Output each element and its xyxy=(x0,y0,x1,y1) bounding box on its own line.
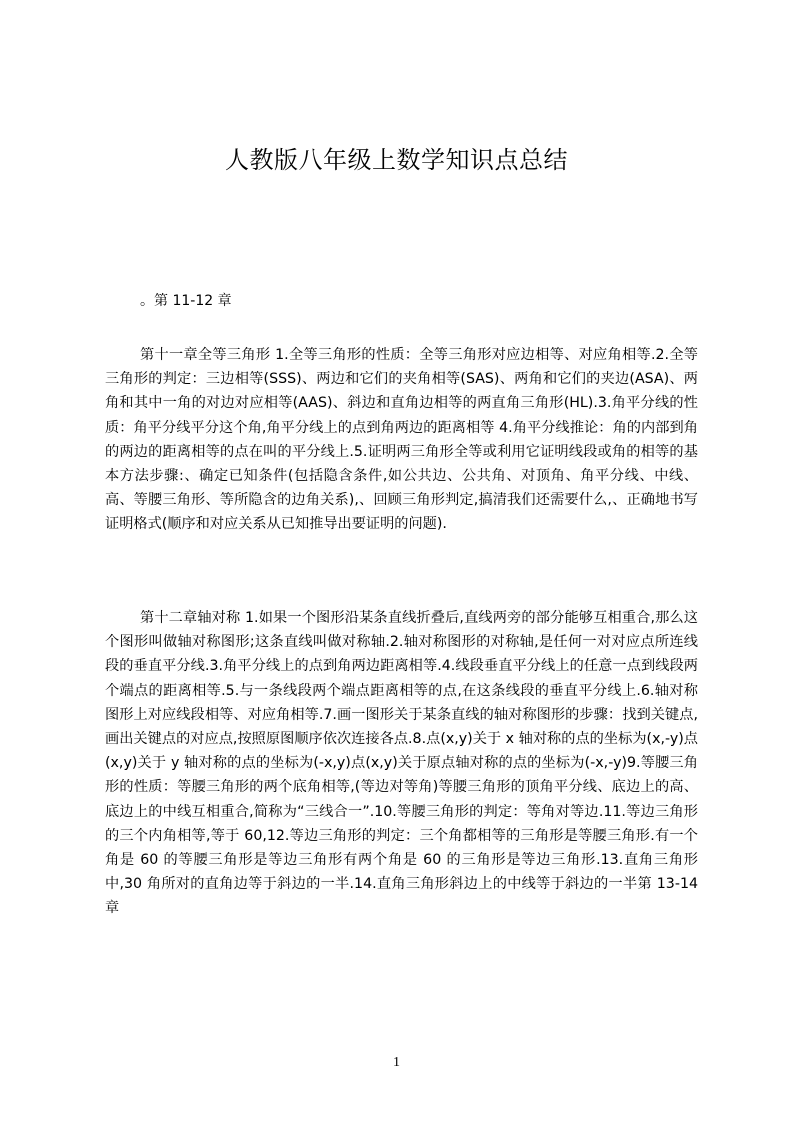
paragraph-chapter-11: 第十一章全等三角形 1.全等三角形的性质：全等三角形对应边相等、对应角相等.2.全等三角形的判定：三边相等(SSS)、两边和它们的夹角相等(SAS)、两角和它们的夹边(ASA)、两角和其中一角的对边对应相等(AAS)、斜边和直角边相等的两直角三角形(HL).3.角平分线的性质：角平分线平分这个角,角平分线上的点到角两边的距离相等 4.角平分线推论：角的内部到角的两边的距离相等的点在叫的平分线上.5.证明两三角形全等或利用它证明线段或角的相等的基本方法步骤:、确定已知条件(包括隐含条件,如公共边、公共角、对顶角、角平分线、中线、高、等腰三角形、等所隐含的边角关系),、回顾三角形判定,搞清我们还需要什么,、正确地书写证明格式(顺序和对应关系从已知推导出要证明的问题). xyxy=(105,347,698,533)
paragraph-chapter-12: 第十二章轴对称 1.如果一个图形沿某条直线折叠后,直线两旁的部分能够互相重合,那么这个图形叫做轴对称图形;这条直线叫做对称轴.2.轴对称图形的对称轴,是任何一对对应点所连线段的垂直平分线.3.角平分线上的点到角两边距离相等.4.线段垂直平分线上的任意一点到线段两个端点的距离相等.5.与一条线段两个端点距离相等的点,在这条线段的垂直平分线上.6.轴对称图形上对应线段相等、对应角相等.7.画一图形关于某条直线的轴对称图形的步骤：找到关键点,画出关键点的对应点,按照原图顺序依次连接各点.8.点(x,y)关于 x 轴对称的点的坐标为(x,-y)点(x,y)关于 y 轴对称的点的坐标为(-x,y)点(x,y)关于原点轴对称的点的坐标为(-x,-y)9.等腰三角形的性质：等腰三角形的两个底角相等,(等边对等角)等腰三角形的顶角平分线、底边上的高、底边上的中线互相重合,简称为“三线合一”.10.等腰三角形的判定：等角对等边.11.等边三角形的三个内角相等,等于 60,12.等边三角形的判定：三个角都相等的三角形是等腰三角形.有一个角是 60 的等腰三角形是等边三角形有两个角是 60 的三角形是等边三角形.13.直角三角形中,30 角所对的直角边等于斜边的一半.14.直角三角形斜边上的中线等于斜边的一半第 13-14 章 xyxy=(105,610,698,917)
chapter-heading: 。第 11-12 章 xyxy=(140,293,232,309)
page-number: 1 xyxy=(393,1055,400,1070)
document-title: 人教版八年级上数学知识点总结 xyxy=(225,146,568,174)
